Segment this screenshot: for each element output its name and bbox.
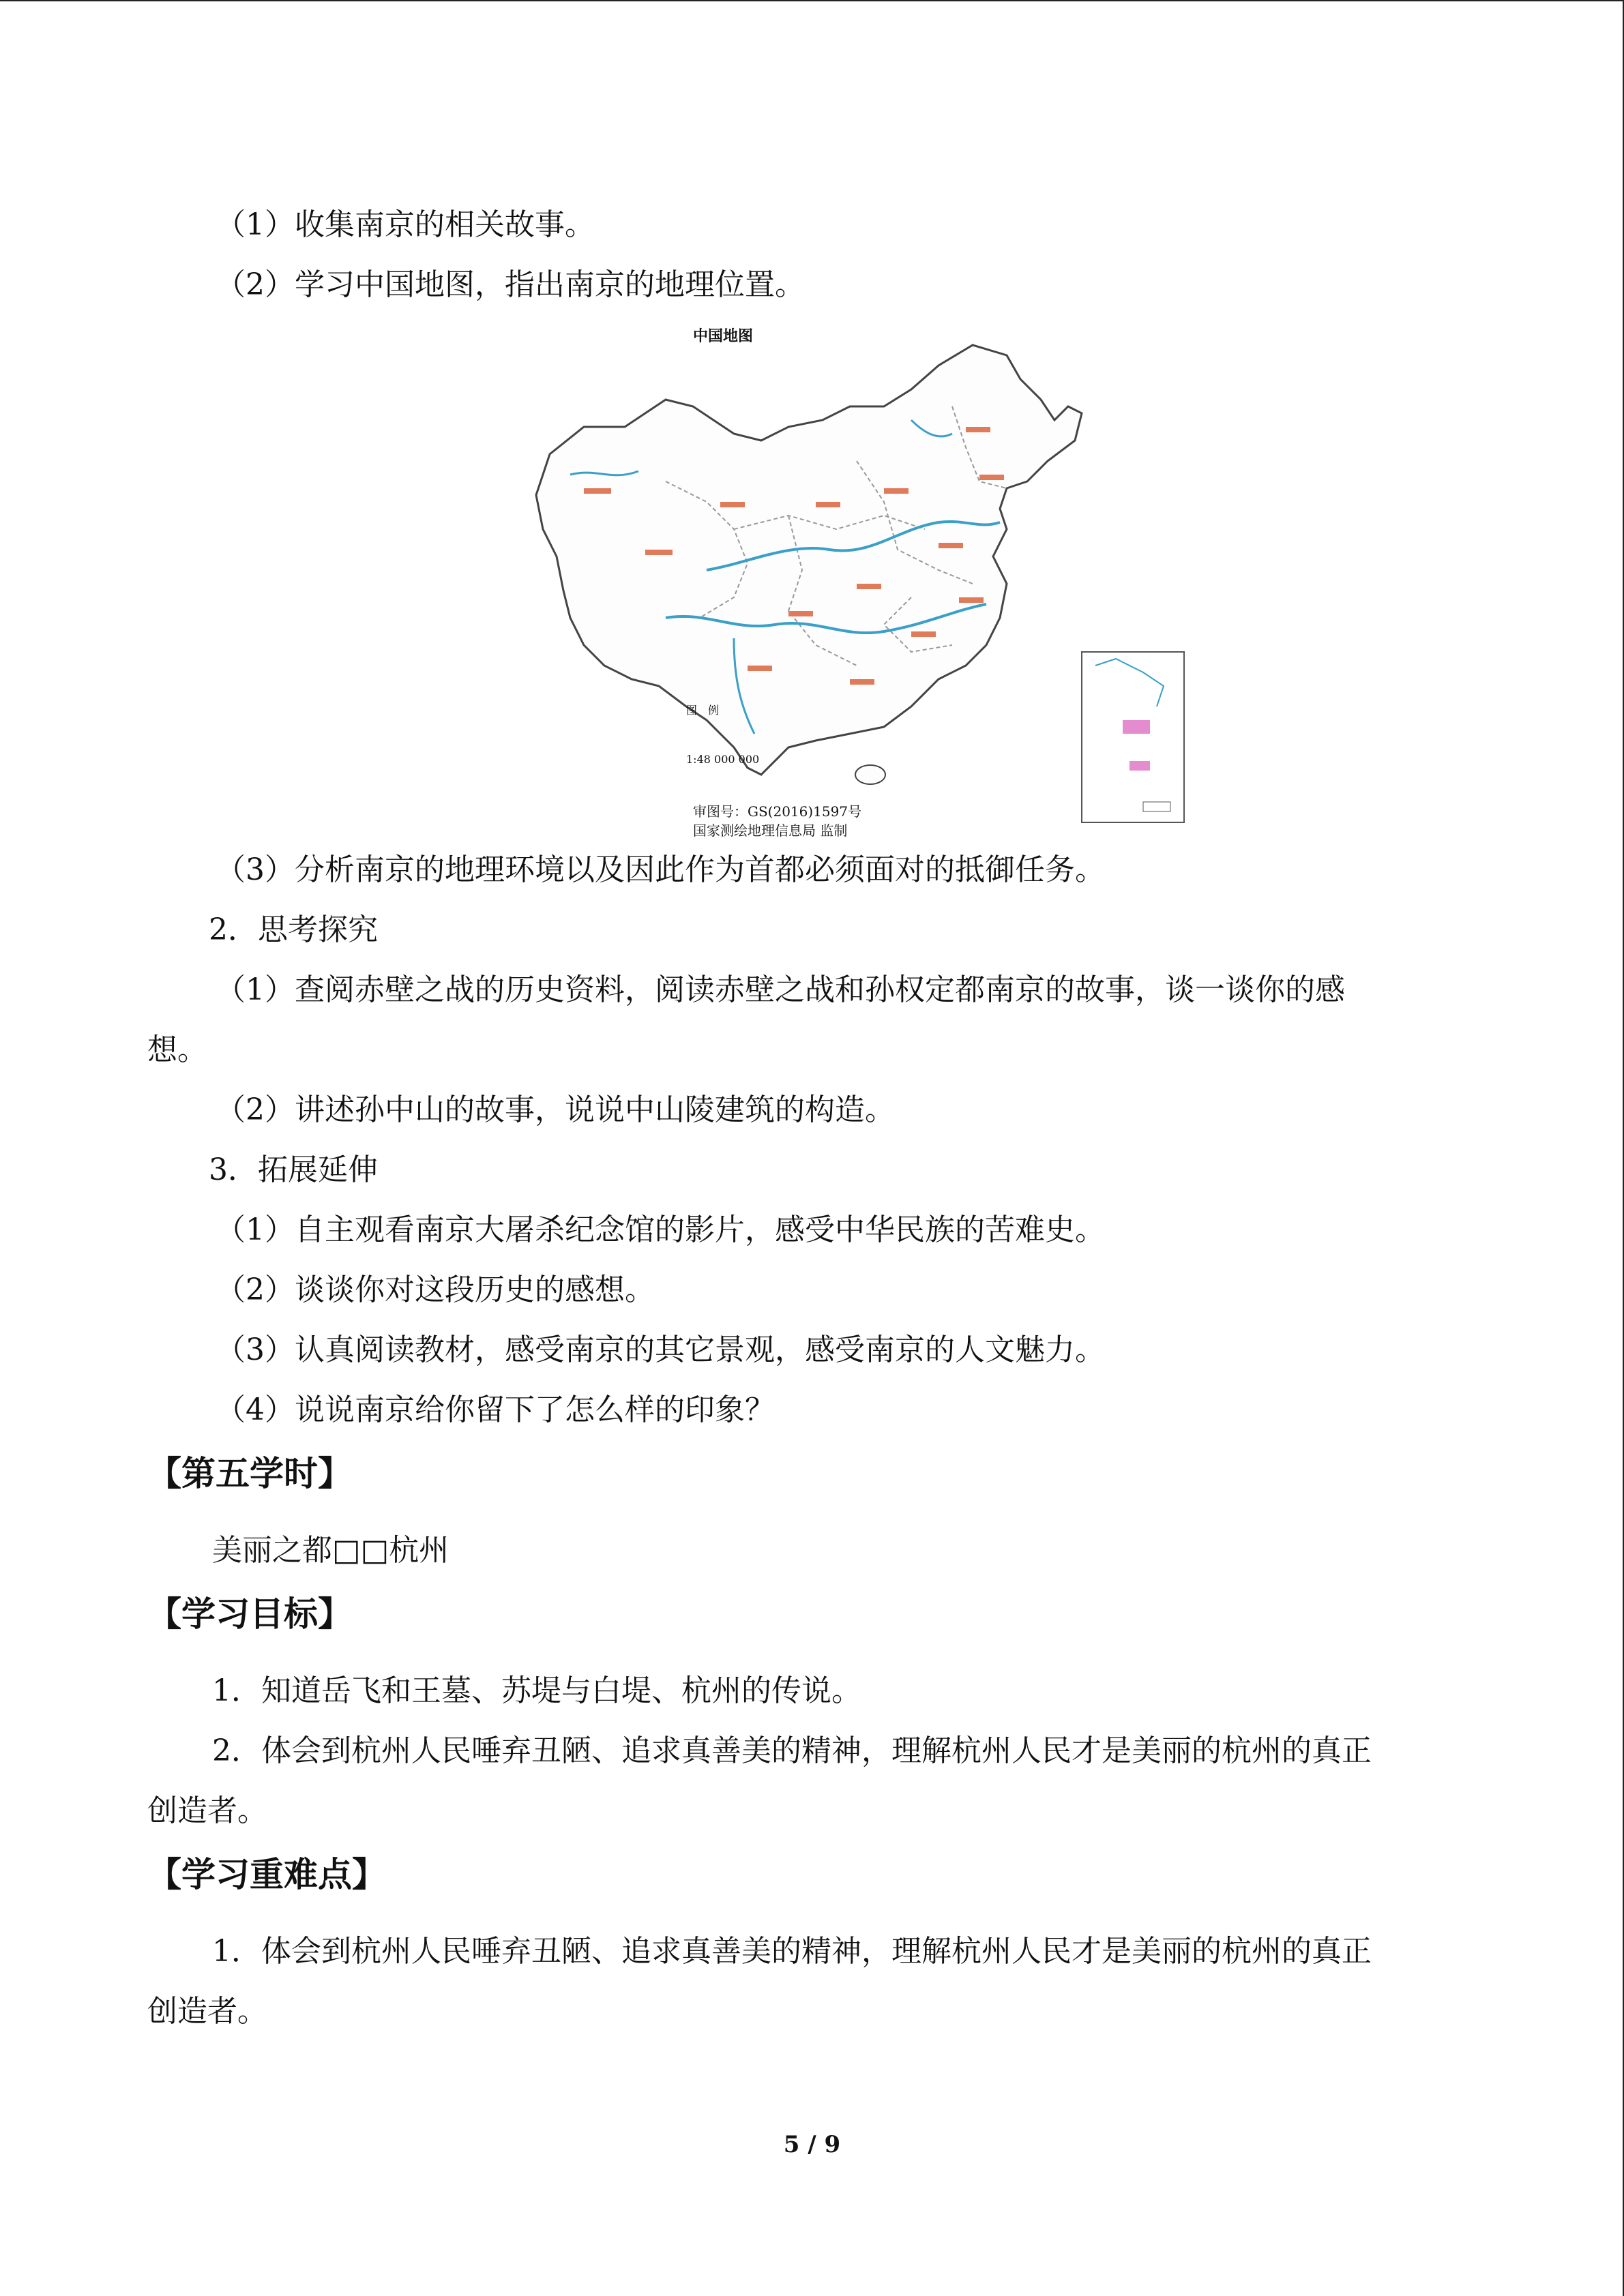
explore-line-1a: （1）查阅赤壁之战的历史资料，阅读赤壁之战和孙权定都南京的故事，谈一谈你的感 [216,972,1345,1007]
map-publisher: 国家测绘地理信息局 监制 [693,822,848,839]
keypoint-item-1a: 1．体会到杭州人民唾弃丑陋、追求真善美的精神，理解杭州人民才是美丽的杭州的真正 [212,1934,1372,1969]
map-legend [686,703,759,767]
learning-goals-heading: 【学习目标】 [147,1594,352,1634]
explore-line-2: （2）讲述孙中山的故事，说说中山陵建筑的构造。 [216,1092,895,1127]
section-5-heading: 【第五学时】 [147,1454,352,1493]
goal-item-2b: 创造者。 [147,1793,267,1828]
extend-line-1: （1）自主观看南京大屠杀纪念馆的影片，感受中华民族的苦难史。 [216,1212,1105,1247]
map-approval-number: 审图号：GS(2016)1597号 [693,803,862,820]
page-number: 5 / 9 [783,2131,841,2158]
section-2-title: 2．思考探究 [209,912,378,947]
section-5-subtitle: 美丽之都□□杭州 [212,1533,449,1568]
china-map-figure [529,325,1205,839]
task-line-2: （2）学习中国地图，指出南京的地理位置。 [216,267,805,302]
extend-line-3: （3）认真阅读教材，感受南京的其它景观，感受南京的人文魅力。 [216,1332,1105,1367]
key-points-heading: 【学习重难点】 [147,1855,386,1894]
keypoint-item-1b: 创造者。 [147,1994,267,2029]
extend-line-2: （2）谈谈你对这段历史的感想。 [216,1272,655,1307]
extend-line-4: （4）说说南京给你留下了怎么样的印象？ [216,1392,775,1427]
map-note [693,802,861,840]
task-line-1: （1）收集南京的相关故事。 [216,207,595,242]
map-scale: 1:48 000 000 [686,753,760,766]
goal-item-2a: 2．体会到杭州人民唾弃丑陋、追求真善美的精神，理解杭州人民才是美丽的杭州的真正 [212,1733,1372,1768]
explore-line-1b: 想。 [147,1032,207,1067]
map-title: 中国地图 [693,327,754,345]
china-map-image [529,325,1205,829]
task-line-3: （3）分析南京的地理环境以及因此作为首都必须面对的抵御任务。 [216,852,1105,887]
document-body [147,205,1484,2051]
goal-item-1: 1．知道岳飞和王墓、苏堤与白堤、杭州的传说。 [212,1673,861,1708]
section-3-title: 3．拓展延伸 [209,1152,378,1187]
legend-title: 图 例 [686,704,720,717]
